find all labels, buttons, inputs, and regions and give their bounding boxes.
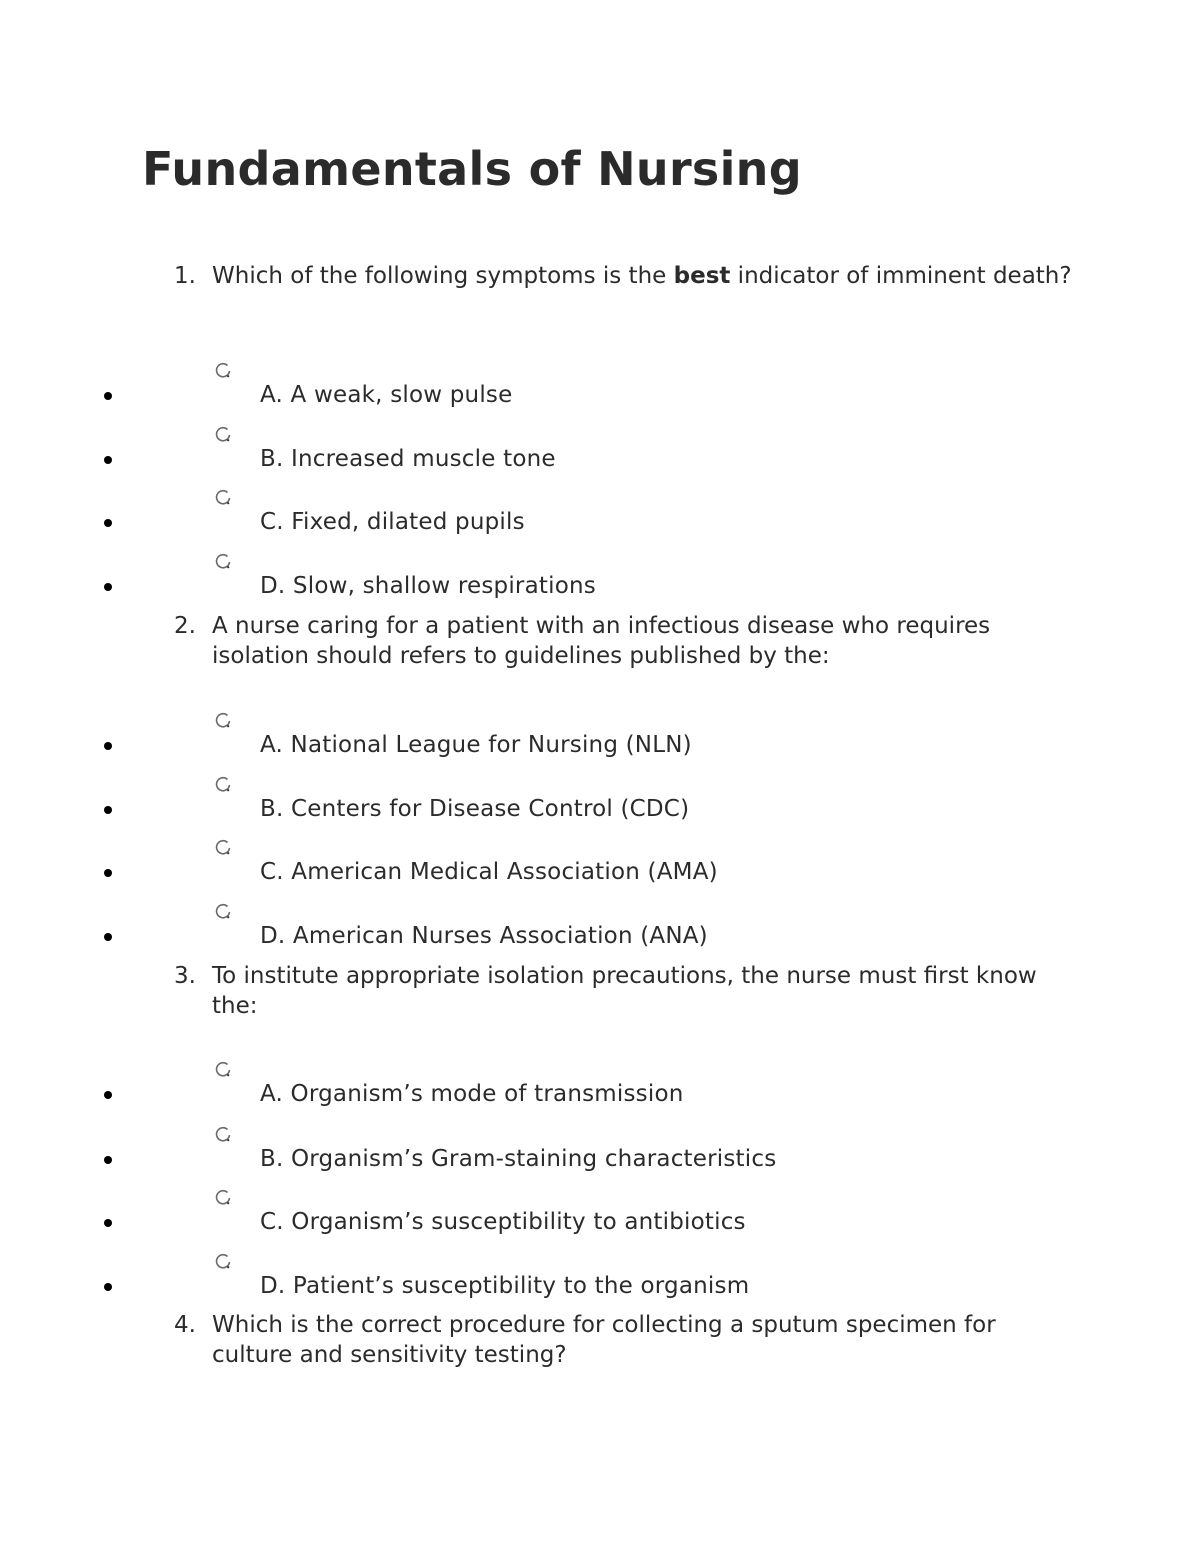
answer-option-3a[interactable] xyxy=(0,1061,1100,1121)
question-number: 3. xyxy=(174,963,196,989)
question-number: 4. xyxy=(174,1312,196,1338)
option-label: C. Organism’s susceptibility to antibiotics xyxy=(260,1209,746,1235)
option-label: B. Centers for Disease Control (CDC) xyxy=(260,796,690,822)
radio-button-icon[interactable] xyxy=(214,903,232,921)
question-text: Which is the correct procedure for collecting a sputum specimen for culture and sensitivity testing? xyxy=(212,1312,996,1368)
option-label: C. Fixed, dilated pupils xyxy=(260,509,525,535)
bullet-icon xyxy=(104,519,112,527)
bullet-icon xyxy=(104,742,112,750)
radio-button-icon[interactable] xyxy=(214,1126,232,1144)
radio-button-icon[interactable] xyxy=(214,426,232,444)
option-label: B. Organism’s Gram-staining characteristics xyxy=(260,1146,777,1172)
option-label: D. Patient’s susceptibility to the organism xyxy=(260,1273,750,1299)
question-4 xyxy=(174,1310,1074,1372)
radio-button-icon[interactable] xyxy=(214,489,232,507)
option-label: D. American Nurses Association (ANA) xyxy=(260,923,708,949)
question-number: 1. xyxy=(174,263,196,289)
radio-button-icon[interactable] xyxy=(214,362,232,380)
radio-button-icon[interactable] xyxy=(214,839,232,857)
option-label: D. Slow, shallow respirations xyxy=(260,573,596,599)
bullet-icon xyxy=(104,933,112,941)
page-title: Fundamentals of Nursing xyxy=(142,142,802,196)
answer-option-2d[interactable] xyxy=(0,903,1100,963)
option-label: B. Increased muscle tone xyxy=(260,446,556,472)
radio-button-icon[interactable] xyxy=(214,1189,232,1207)
answer-option-1c[interactable] xyxy=(0,489,1100,549)
answer-option-2c[interactable] xyxy=(0,839,1100,899)
answer-option-2a[interactable] xyxy=(0,712,1100,772)
answer-option-3b[interactable] xyxy=(0,1126,1100,1186)
radio-button-icon[interactable] xyxy=(214,1061,232,1079)
answer-option-2b[interactable] xyxy=(0,776,1100,836)
bullet-icon xyxy=(104,1219,112,1227)
answer-option-1d[interactable] xyxy=(0,553,1100,613)
option-label: A. Organism’s mode of transmission xyxy=(260,1081,684,1107)
bullet-icon xyxy=(104,1283,112,1291)
question-1 xyxy=(174,261,1074,323)
option-label: A. A weak, slow pulse xyxy=(260,382,513,408)
question-number: 2. xyxy=(174,613,196,639)
bullet-icon xyxy=(104,1091,112,1099)
question-text: A nurse caring for a patient with an infectious disease who requires isolation should refers to guidelines published by the: xyxy=(212,613,991,669)
answer-option-3c[interactable] xyxy=(0,1189,1100,1249)
bullet-icon xyxy=(104,583,112,591)
bullet-icon xyxy=(104,1156,112,1164)
radio-button-icon[interactable] xyxy=(214,1253,232,1271)
bullet-icon xyxy=(104,806,112,814)
bullet-icon xyxy=(104,456,112,464)
answer-option-3d[interactable] xyxy=(0,1253,1100,1313)
question-text: Which of the following symptoms is the best indicator of imminent death? xyxy=(212,263,1072,289)
radio-button-icon[interactable] xyxy=(214,776,232,794)
question-3 xyxy=(174,961,1074,1023)
radio-button-icon[interactable] xyxy=(214,712,232,730)
emphasis-text: best xyxy=(673,263,731,289)
question-2 xyxy=(174,611,1074,673)
bullet-icon xyxy=(104,392,112,400)
question-text: To institute appropriate isolation precautions, the nurse must first know the: xyxy=(212,963,1037,1019)
answer-option-1b[interactable] xyxy=(0,426,1100,486)
option-label: C. American Medical Association (AMA) xyxy=(260,859,718,885)
bullet-icon xyxy=(104,869,112,877)
radio-button-icon[interactable] xyxy=(214,553,232,571)
answer-option-1a[interactable] xyxy=(0,362,1100,422)
option-label: A. National League for Nursing (NLN) xyxy=(260,732,692,758)
